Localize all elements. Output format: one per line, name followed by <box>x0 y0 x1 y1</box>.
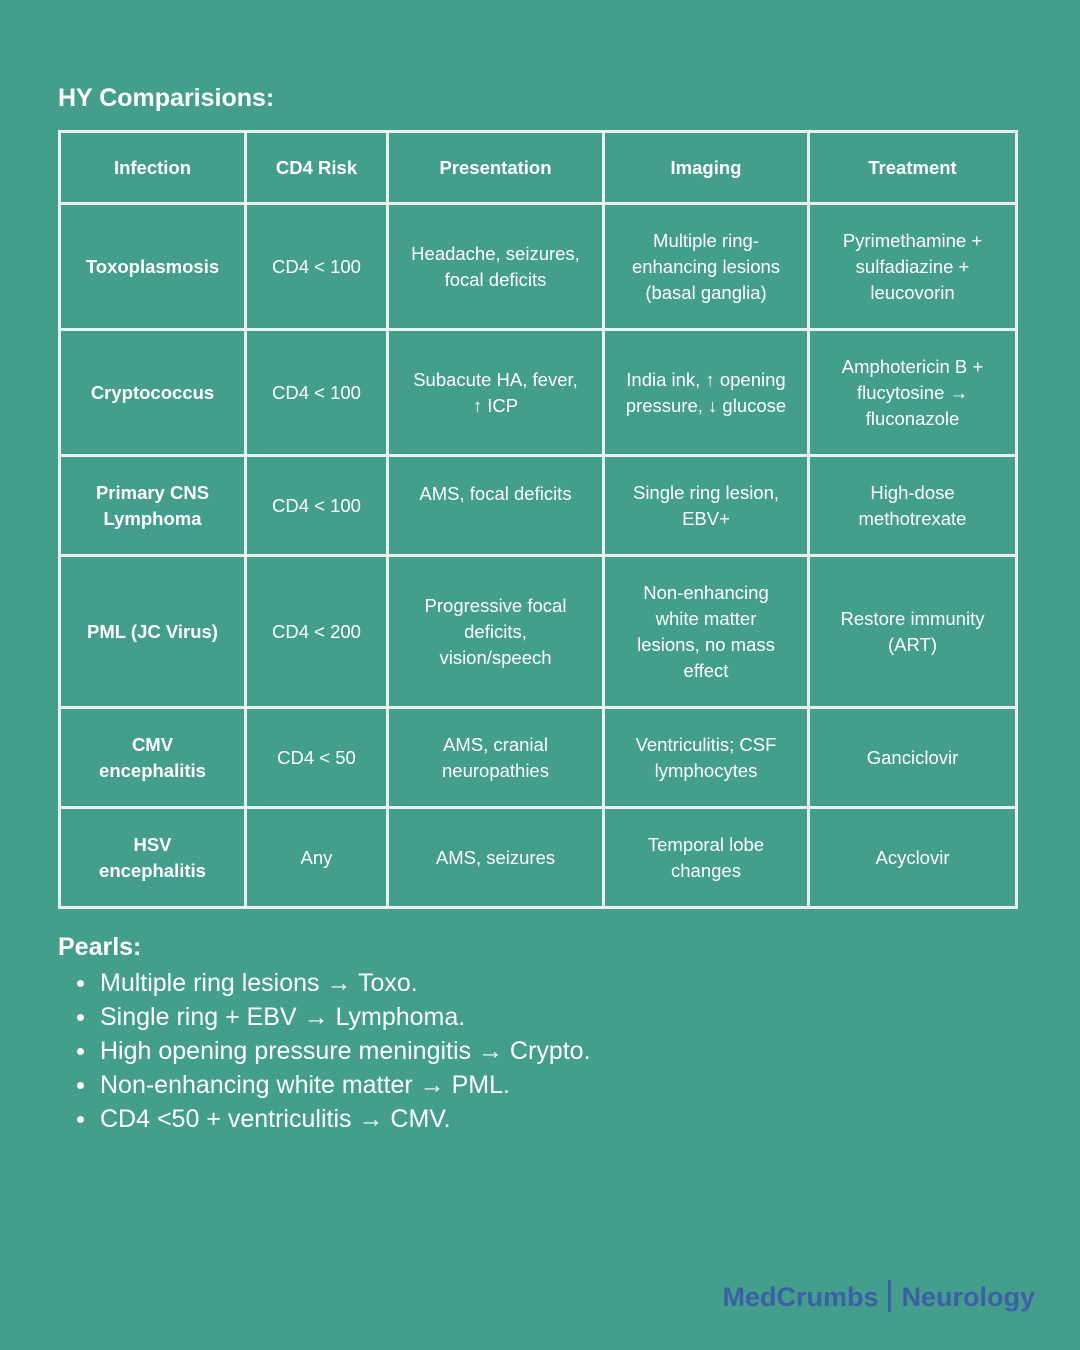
cell-cd4-risk: CD4 < 100 <box>246 330 388 456</box>
cell-treatment: Restore immunity (ART) <box>809 556 1017 708</box>
cell-cd4-risk: CD4 < 100 <box>246 456 388 556</box>
bullet-icon <box>77 1116 84 1123</box>
cell-cd4-risk: Any <box>246 808 388 908</box>
pearls-list <box>100 966 591 1136</box>
cell-infection: HSV encephalitis <box>60 808 246 908</box>
table-header-row <box>60 132 1017 204</box>
cell-treatment: Ganciclovir <box>809 708 1017 808</box>
header-presentation: Presentation <box>388 132 604 204</box>
pearl-text: High opening pressure meningitis → Crypto. <box>100 1037 591 1065</box>
table-row <box>60 204 1017 330</box>
bullet-icon <box>77 980 84 987</box>
cell-treatment: Amphotericin B + flucytosine → fluconazole <box>809 330 1017 456</box>
table-row <box>60 456 1017 556</box>
cell-presentation: AMS, cranial neuropathies <box>388 708 604 808</box>
brand-topic: Neurology <box>901 1282 1035 1312</box>
cell-infection: PML (JC Virus) <box>60 556 246 708</box>
pearls-title: Pearls: <box>58 933 142 961</box>
cell-treatment: Pyrimethamine + sulfadiazine + leucovorin <box>809 204 1017 330</box>
cell-presentation: Subacute HA, fever, ↑ ICP <box>388 330 604 456</box>
list-item <box>100 1102 591 1136</box>
bullet-icon <box>77 1014 84 1021</box>
cell-cd4-risk: CD4 < 50 <box>246 708 388 808</box>
cell-infection: Cryptococcus <box>60 330 246 456</box>
cell-infection: Primary CNS Lymphoma <box>60 456 246 556</box>
cell-imaging: Ventriculitis; CSF lymphocytes <box>604 708 809 808</box>
header-infection: Infection <box>60 132 246 204</box>
table-row <box>60 708 1017 808</box>
cell-imaging: Non-enhancing white matter lesions, no mass effect <box>604 556 809 708</box>
header-cd4-risk: CD4 Risk <box>246 132 388 204</box>
cell-presentation: AMS, focal deficits <box>388 456 604 556</box>
bullet-icon <box>77 1048 84 1055</box>
cell-imaging: Temporal lobe changes <box>604 808 809 908</box>
pearl-text: Non-enhancing white matter → PML. <box>100 1071 510 1099</box>
cell-imaging: Single ring lesion, EBV+ <box>604 456 809 556</box>
cell-imaging: India ink, ↑ opening pressure, ↓ glucose <box>604 330 809 456</box>
list-item <box>100 1034 591 1068</box>
cell-infection: Toxoplasmosis <box>60 204 246 330</box>
cell-presentation: Progressive focal deficits, vision/speech <box>388 556 604 708</box>
cell-presentation: AMS, seizures <box>388 808 604 908</box>
pearl-text: CD4 <50 + ventriculitis → CMV. <box>100 1105 451 1133</box>
list-item <box>100 1000 591 1034</box>
cell-presentation: Headache, seizures, focal deficits <box>388 204 604 330</box>
table-row <box>60 330 1017 456</box>
table-row <box>60 556 1017 708</box>
cell-cd4-risk: CD4 < 100 <box>246 204 388 330</box>
cell-treatment: High-dose methotrexate <box>809 456 1017 556</box>
cell-cd4-risk: CD4 < 200 <box>246 556 388 708</box>
header-treatment: Treatment <box>809 132 1017 204</box>
pearl-text: Single ring + EBV → Lymphoma. <box>100 1003 466 1031</box>
cell-imaging: Multiple ring-enhancing lesions (basal ganglia) <box>604 204 809 330</box>
brand-footer <box>722 1282 1035 1315</box>
cell-infection: CMV encephalitis <box>60 708 246 808</box>
pearl-text: Multiple ring lesions → Toxo. <box>100 969 418 997</box>
cell-treatment: Acyclovir <box>809 808 1017 908</box>
header-imaging: Imaging <box>604 132 809 204</box>
page-heading: HY Comparisions: <box>58 84 275 112</box>
list-item <box>100 966 591 1000</box>
brand-separator <box>888 1280 891 1312</box>
list-item <box>100 1068 591 1102</box>
table-row <box>60 808 1017 908</box>
brand-name: MedCrumbs <box>722 1282 879 1312</box>
bullet-icon <box>77 1082 84 1089</box>
comparison-table <box>58 130 1018 909</box>
